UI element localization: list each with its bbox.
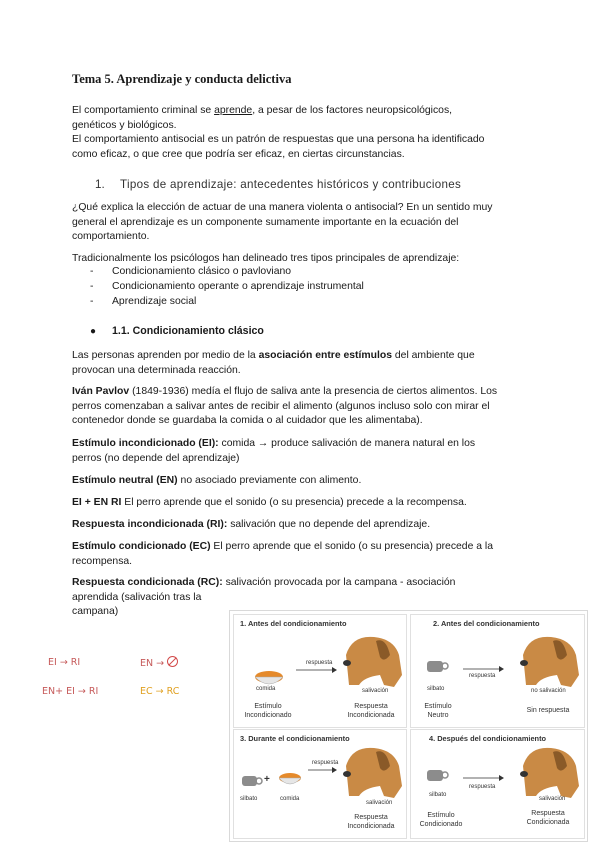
caption <box>515 810 581 827</box>
panel-title: 3. Durante el condicionamiento <box>240 734 350 743</box>
label: salivación <box>362 688 389 694</box>
intro-paragraph <box>72 104 542 162</box>
bold-text: Iván Pavlov <box>72 386 130 397</box>
text: perros (no depende del aprendizaje) <box>72 452 240 464</box>
dog-icon <box>346 637 402 687</box>
text: Las personas aprenden por medio de la <box>72 350 259 361</box>
bowl-base <box>255 677 283 684</box>
dash: - <box>90 296 94 307</box>
caption-line: Respuesta <box>531 810 565 817</box>
panel-before-2 <box>410 614 585 728</box>
conditioning-figure <box>229 610 588 842</box>
text: general el aprendizaje es un componente sumamente importante en la ecuación del <box>72 216 459 228</box>
plus-sign: + <box>264 774 270 785</box>
dog-nose <box>343 660 351 666</box>
caption-line: Respuesta <box>354 703 388 710</box>
text: contenedor donde se guardaba la comida o al cuidador que les alimentaba). <box>72 415 423 426</box>
caption <box>413 812 469 829</box>
bold-text: Respuesta incondicionada (RI): <box>72 519 228 530</box>
dog-nose <box>520 771 528 777</box>
label: respuesta <box>469 673 496 679</box>
caption-line: Estímulo <box>427 812 455 819</box>
list-item: Condicionamiento operante o aprendizaje instrumental <box>112 281 364 292</box>
label: respuesta <box>306 660 333 666</box>
text: del ambiente que <box>392 350 475 361</box>
crossed-circle-icon <box>167 656 178 667</box>
text: genéticos y biológicos. <box>72 119 177 131</box>
dog-nose <box>343 771 351 777</box>
pavlov-paragraph <box>72 385 542 429</box>
label: silbato <box>427 686 445 692</box>
dog-icon <box>346 748 402 798</box>
text: El comportamiento criminal se <box>72 105 215 116</box>
label: silbato <box>429 792 447 798</box>
text: salivación provocada por la campana - asociación <box>222 577 456 588</box>
arrowhead <box>332 767 337 773</box>
text: ¿Qué explica la elección de actuar de una manera violenta o antisocial? En un sentido muy <box>72 202 493 213</box>
note-text: EN → <box>140 658 165 669</box>
text: aprendida (salivación tras la <box>72 591 202 603</box>
text: (1849-1936) medía el flujo de saliva ante la presencia de ciertos alimentos. Los <box>129 386 498 397</box>
caption-line: Respuesta <box>354 814 388 821</box>
caption-line: Neutro <box>427 711 449 719</box>
label: silbato <box>240 796 258 802</box>
panel-after <box>410 729 585 839</box>
text: campana) <box>72 606 119 617</box>
ei-paragraph <box>72 437 542 466</box>
text: El perro aprende que el sonido (o su presencia) precede a la <box>210 541 494 552</box>
dog-icon <box>523 637 579 687</box>
handwritten-note: EI → RI <box>48 657 81 668</box>
section-heading: Tipos de aprendizaje: antecedentes históricos y contribuciones <box>120 178 462 191</box>
dog-icon <box>523 748 579 798</box>
association-paragraph <box>72 349 542 378</box>
label: comida <box>256 686 276 692</box>
label: respuesta <box>312 760 339 766</box>
text: perros comenzaban a salivar antes de recibir el alimento (algunos incluso solo con mirar el <box>72 400 490 412</box>
caption-line: Condicionado <box>419 820 463 828</box>
label: comida <box>280 796 300 802</box>
bold-text: Respuesta condicionada (RC): <box>72 577 223 588</box>
caption-line: Estímulo <box>254 703 282 710</box>
text: no asociado previamente con alimento. <box>177 475 362 486</box>
text: comida → produce salivación de manera natural en los <box>218 438 476 449</box>
types-intro: Tradicionalmente los psicólogos han delineado tres tipos principales de aprendizaje: <box>72 253 460 264</box>
underlined-word: aprende <box>214 105 253 116</box>
caption <box>338 703 404 720</box>
label: respuesta <box>469 784 496 790</box>
text: El comportamiento antisocial es un patrón de respuestas que una persona ha identificado <box>72 134 485 145</box>
dog-nose <box>520 660 528 666</box>
text: comportamiento. <box>72 231 150 242</box>
text: El perro aprende que el sonido (o su presencia) precede a la recompensa. <box>121 497 467 508</box>
dash: - <box>90 266 94 277</box>
panel-title: 4. Después del condicionamiento <box>429 734 547 743</box>
caption: Sin respuesta <box>526 707 570 714</box>
caption-line: Incondicionada <box>347 822 395 830</box>
label: salivación <box>366 800 393 806</box>
handwritten-note <box>140 656 178 669</box>
handwritten-note: EC → RC <box>140 686 180 697</box>
page-title: Tema 5. Aprendizaje y conducta delictiva <box>72 72 292 86</box>
handwritten-note: EN+ EI → RI <box>42 686 99 697</box>
panel-title: 2. Antes del condicionamiento <box>433 619 540 628</box>
caption-line: Estímulo <box>424 703 452 710</box>
question-paragraph <box>72 201 542 245</box>
subsection-heading: 1.1. Condicionamiento clásico <box>112 325 264 337</box>
caption <box>236 703 300 720</box>
caption <box>338 814 404 831</box>
whistle-icon <box>242 776 257 786</box>
ec-paragraph <box>72 540 542 569</box>
text: provocan una determinada reacción. <box>72 364 241 376</box>
caption-line: Condicionada <box>526 818 570 826</box>
text: , a pesar de los factores neuropsicológicos, <box>252 105 453 116</box>
arrowhead <box>499 666 504 672</box>
bowl-base <box>279 778 301 784</box>
panel-title: 1. Antes del condicionamiento <box>240 619 347 628</box>
caption-line: Incondicionada <box>347 711 395 719</box>
dash: - <box>90 281 94 292</box>
ri-paragraph <box>72 518 542 533</box>
panel-before-1 <box>233 614 407 728</box>
panel-during <box>233 729 407 839</box>
bold-text: EI + EN RI <box>72 497 122 508</box>
caption-line: Incondicionado <box>244 711 292 719</box>
text: salivación que no depende del aprendizaje. <box>227 519 431 530</box>
bold-text: asociación entre estímulos <box>258 350 392 361</box>
bullet-icon: ● <box>90 326 97 337</box>
bold-text: Estímulo condicionado (EC) <box>72 541 211 552</box>
ei-en-paragraph <box>72 496 542 511</box>
label: no salivación <box>531 688 566 694</box>
text: recompensa. <box>72 555 133 567</box>
arrowhead <box>499 775 504 781</box>
en-paragraph <box>72 474 542 489</box>
arrowhead <box>332 667 337 673</box>
list-item: Aprendizaje social <box>112 296 197 307</box>
bold-text: Estímulo neutral (EN) <box>72 475 178 486</box>
section-number: 1. <box>95 178 105 191</box>
text: como eficaz, o que cree que podría ser eficaz, en ciertas circunstancias. <box>72 148 405 160</box>
whistle-icon <box>427 661 443 672</box>
bold-text: Estímulo incondicionado (EI): <box>72 438 219 449</box>
caption <box>413 703 463 720</box>
list-item: Condicionamiento clásico o pavloviano <box>112 266 292 277</box>
whistle-icon <box>427 770 443 781</box>
label: salivación <box>539 796 566 802</box>
